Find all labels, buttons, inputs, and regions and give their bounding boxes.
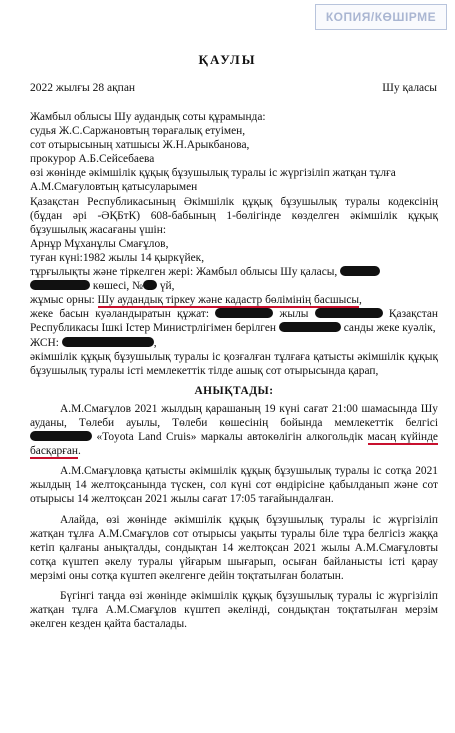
section-heading: АНЫҚТАДЫ: <box>194 384 274 397</box>
secretary-line: сот отырысының хатшысы Ж.Н.Арыкбанова, <box>30 139 250 152</box>
document-date: 2022 жылғы 28 ақпан <box>30 82 136 94</box>
person-name: Арнұр Мұханұлы Смағұлов, <box>30 237 169 250</box>
birth-date: туған күні:1982 жылы 14 қыркүйек, <box>30 251 205 264</box>
judge-line: судья Ж.С.Саржановтың төрағалық етуімен, <box>30 125 246 138</box>
offense-underlined: масаң күйінде басқарған <box>30 431 438 458</box>
participation-line: А.М.Смағуловтың қатысуларымен <box>30 181 198 194</box>
paragraph-3: Алайда, өзі жөнінде әкімшілік құқық бұзушылық туралы іс жүргізіліп жатқан тұлға А.М.Смағұлов сот отырысы уақыты туралы біле тұра белгісіз жаққа кетіп қалғаны анықталды, сондықтан 14 желтоқсан 2021 жылы А.М.Смағұловты сотқа күштеп әкелу туралы үйғарым шығарып, осыған байланысты істі қарау мерзімі оны сотқа күштеп әкелгенге дейін тоқтатылған болатын. <box>30 513 438 582</box>
paragraph-4: Бүгінгі таңда өзі жөнінде әкімшілік құқық бұзушылық туралы іс жүргізіліп жатқан тұлға А.М.Смағұлов күштеп әкелінді, сондықтан тоқтатылған мерзім әкелген кезден қайта басталады. <box>30 590 438 631</box>
paragraph-2: А.М.Смағұловқа қатысты әкімшілік құқық бұзушылық туралы іс сотқа 2021 жылдың 14 желтоқсанында түскен, сол күні сот өндірісіне қабылданып және сот отырысы 14 желтоқсан 2021 жылы сағат 17:05 тағайындалған. <box>30 465 438 506</box>
date-line <box>30 82 437 94</box>
paragraph-1: А.М.Смағұлов 2021 жылдың қарашаның 19 күні сағат 21:00 шамасында Шу ауданы, Төлеби ауылы, Төлеби көшесінің бойында мемлекеттік белгісі «Toyota Land Cruis» маркалы автокөлігін алкогольдік масаң күйінде басқарған. <box>30 402 438 458</box>
workplace-line: жұмыс орны: Шу аудандық тіркеу және кадастр бөлімінің басшысы, <box>30 294 362 307</box>
redaction-mark <box>62 337 154 347</box>
workplace-underlined: Шу аудандық тіркеу және кадастр бөлімінің басшысы <box>97 294 360 307</box>
copy-stamp: КОПИЯ/КӨШІРМЕ <box>315 4 447 30</box>
redaction-mark <box>30 280 90 290</box>
redaction-mark <box>30 431 92 441</box>
redaction-mark <box>143 280 157 290</box>
redaction-mark <box>279 322 341 332</box>
defendant-intro: өзі жөнінде әкімшілік құқық бұзушылық туралы іс жүргізіліп жатқан тұлға <box>30 167 396 180</box>
document-city: Шу қаласы <box>382 82 437 94</box>
redaction-mark <box>315 308 383 318</box>
prosecutor-line: прокурор А.Б.Сейсебаева <box>30 153 155 166</box>
redaction-mark <box>215 308 273 318</box>
document-title: ҚАУЛЫ <box>198 52 257 67</box>
iin-line: ЖСН: , <box>30 336 157 349</box>
code-article-line: Қазақстан Республикасының Әкімшілік құқық бұзушылық туралы кодексінің (бұдан әрі -ӘҚБтК) 608-бабының 1-бөлігінде көзделген әкімшілік құқық бұзушылық жасағаны үшін: <box>30 195 438 236</box>
court-line: Жамбыл облысы Шу аудандық соты құрамында: <box>30 111 266 123</box>
address-line: тұрғылықты және тіркелген жері: Жамбыл облысы Шу қаласы, көшесі, № үй, <box>30 265 438 293</box>
id-document-line: жеке басын куәландыратын құжат: жылы Қазақстан Республикасы Ішкі Істер Министрлігімен берілген санды жеке куәлік, <box>30 308 438 335</box>
consideration-line: әкімшілік құқық бұзушылық туралы іс қозғалған тұлғаға қатысты әкімшілік құқық бұзушылық туралы істі мемлекеттік тілде ашық сот отырысында қарап, <box>30 350 438 377</box>
document-body <box>30 110 438 631</box>
redaction-mark <box>340 266 380 276</box>
